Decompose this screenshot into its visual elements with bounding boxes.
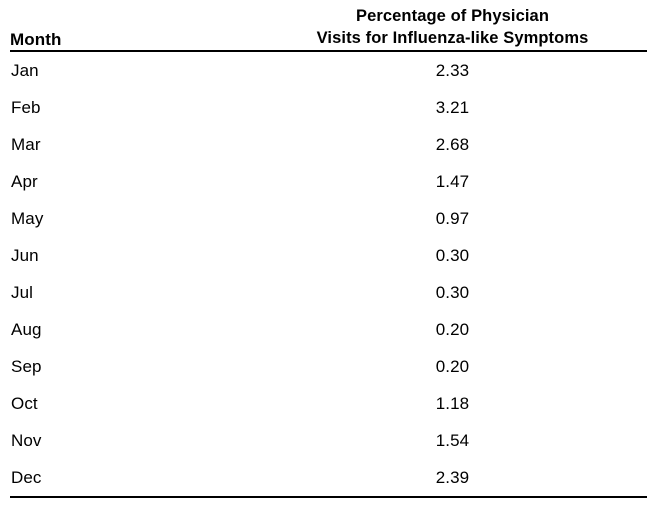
cell-month: Sep — [11, 356, 42, 376]
table-row — [10, 126, 647, 163]
table-header-row — [10, 6, 647, 51]
cell-month: Jan — [11, 60, 39, 80]
cell-percentage: 3.21 — [435, 97, 470, 117]
cell-month: Nov — [11, 430, 42, 450]
influenza-table-container — [0, 6, 653, 498]
column-header-month: Month — [10, 29, 62, 49]
cell-percentage: 1.54 — [435, 430, 470, 450]
table-row — [10, 385, 647, 422]
table-row — [10, 459, 647, 497]
cell-month: Oct — [11, 393, 38, 413]
table-row — [10, 51, 647, 89]
column-header-percentage-line2: Visits for Influenza-like Symptoms — [316, 28, 589, 47]
cell-month: Mar — [11, 134, 41, 154]
cell-percentage: 1.47 — [435, 171, 470, 191]
table-header — [10, 6, 647, 51]
cell-percentage: 0.97 — [435, 208, 470, 228]
cell-month: Dec — [11, 467, 42, 487]
table-row — [10, 237, 647, 274]
table-row — [10, 348, 647, 385]
table-body — [10, 51, 647, 497]
column-header-percentage-line1: Percentage of Physician — [355, 7, 550, 25]
table-row — [10, 422, 647, 459]
cell-percentage: 2.39 — [435, 467, 470, 487]
cell-percentage: 2.33 — [435, 60, 470, 80]
column-header-percentage — [258, 6, 647, 51]
cell-percentage: 1.18 — [435, 393, 470, 413]
table-row — [10, 200, 647, 237]
cell-percentage: 0.30 — [435, 282, 470, 302]
table-row — [10, 163, 647, 200]
table-row — [10, 89, 647, 126]
cell-month: Apr — [11, 171, 38, 191]
cell-percentage: 0.20 — [435, 356, 470, 376]
cell-percentage: 0.30 — [435, 245, 470, 265]
table-row — [10, 311, 647, 348]
table-row — [10, 274, 647, 311]
cell-percentage: 2.68 — [435, 134, 470, 154]
cell-month: May — [11, 208, 44, 228]
cell-month: Aug — [11, 319, 42, 339]
cell-month: Jun — [11, 245, 39, 265]
cell-month: Jul — [11, 282, 34, 302]
influenza-data-table — [10, 6, 647, 498]
cell-month: Feb — [11, 97, 41, 117]
cell-percentage: 0.20 — [435, 319, 470, 339]
